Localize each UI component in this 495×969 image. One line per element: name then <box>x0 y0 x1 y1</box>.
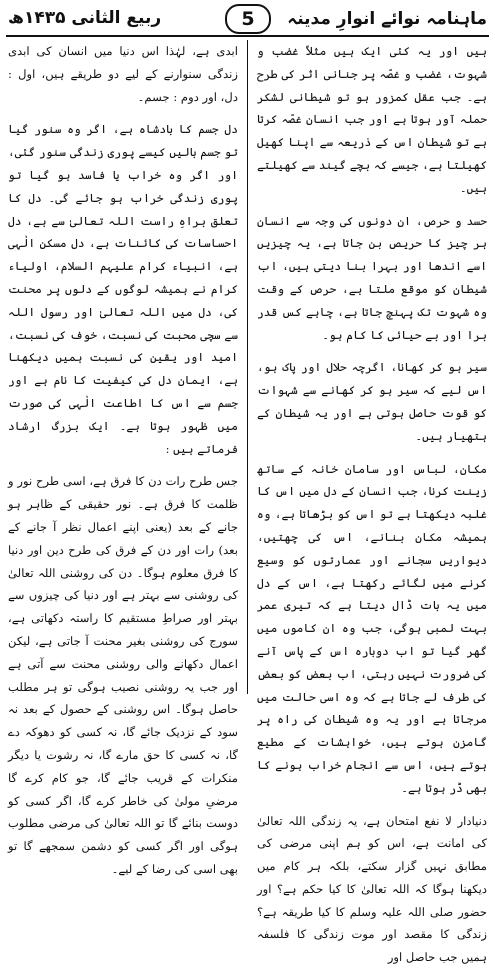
right-column <box>257 40 487 694</box>
paragraph: جس طرح رات دن کا فرق ہے، اسی طرح نور و ظلمت کا فرق ہے۔ نور حقیقی کے ظاہر ہو جانے کے بعد (یعنی اپنے اعمال نظر آ جانے کے بعد) رات اور دن کے فرق کی طرح دین اور دنیا کا فرق معلوم ہوگا۔ دن کی روشنی اللہ تعالیٰ کی روشنی سے بہتر ہے اور دنیا کی چیزوں سے بہتر اور صراطِ مستقیم کا راستہ دکھاتی ہے، سورج کی روشنی بغیر محنت آ جاتی ہے، لیکن اعمال دکھانے والی روشنی محنت سے آتی ہے اور جب یہ روشنی نصیب ہوگی تو ہر مطلب حاصل ہوگا۔ اس روشنی کے حصول کے بعد نہ سود کے نزدیک جائے گا، نہ کسی کو دھوکہ دے گا، نہ کسی کا حق مارے گا، نہ رشوت یا دیگر منکرات کے قریب جائے گا، جو کام کرے گا مرضیِ مولیٰ کی خاطر کرے گا، اگر کسی کو دوست بنائے گا تو اللہ تعالیٰ کی مرضی مطلوب ہوگی اور اگر کسی کو دشمن سمجھے گا تو بھی اسی کی رضا کے لیے۔ <box>8 470 238 880</box>
paragraph: ابدی ہے، لہٰذا اس دنیا میں انسان کی ابدی زندگی سنوارنے کے لیے دو طریقے ہیں، اول : دل، اور دوم : جسم۔ <box>8 40 238 108</box>
left-column <box>8 40 238 694</box>
paragraph: سیر ہو کر کھانا، اگرچہ حلال اور پاک ہو، اس لیے کہ سیر ہو کر کھانے سے شہوات کو قوت حاصل ہوتی ہے اور یہ شیطان کے ہتھیار ہیں۔ <box>257 356 487 447</box>
paragraph: مکان، لباس اور سامان خانہ کے ساتھ زینت کرنا، جب انسان کے دل میں اس کا غلبہ دیکھتا ہے تو اس کو بڑھاتا ہے، وہ ہمیشہ مکان بنانے، اس کی چھتیں، دیواریں سجانے اور عمارتوں کو وسیع کرنے میں لگائے رکھتا ہے، اس کے دل میں یہ بات ڈال دیتا ہے کہ تیری عمر بہت لمبی ہوگی، جب وہ ان کاموں میں گھر گیا تو اب دوبارہ اس کے پاس آنے کی ضرورت نہیں رہتی، اب بعض کو بعض کی طرف لے جاتا ہے کہ وہ اسی حالت میں مرجاتا ہے اور یہ وہ شیطان کی راہ پر گامزن ہوتے ہیں، خواہشات کے مطیع ہوتے ہیں، اس سے انجام خراب ہونے کا بھی ڈر ہوتا ہے۔ <box>257 458 487 800</box>
issue-date: ربیع الثانی ۱۴۳۵ھ <box>8 8 161 28</box>
page-number: 5 <box>225 4 271 34</box>
paragraph: دنیادار لا نفع امتحان ہے، یہ زندگی اللہ تعالیٰ کی امانت ہے، اس کو ہم اپنی مرضی کی مطابق نہیں گزار سکتے، بلکہ ہر کام میں دیکھنا ہوگا کہ اللہ تعالیٰ کا کیا حکم ہے؟ اور حضور صلی اللہ علیہ وسلم کا کیا طریقہ ہے؟ زندگی کا مقصد اور موت زندگی کا فلسفہ ہمیں جب حاصل اور <box>257 810 487 969</box>
paragraph: ہیں اور یہ کئی ایک ہیں مثلاً غضب و شہوت، غضب و غصّہ پر جنانی اثر کی طرح ہے۔ جب عقل کمزور ہو تو شیطانی لشکر حملہ آور ہوتا ہے اور جب انسان غصّہ کرتا ہے تو شیطان اس کے ذریعہ سے اپنا کھیل کھیلتا ہے، جیسے کہ بچے گیند سے کھیلتے ہیں۔ <box>257 40 487 200</box>
paragraph: دل جسم کا بادشاہ ہے، اگر وہ سنور گیا تو جسم بالیں کیسے پوری زندگی سنور گئی، اور اگر وہ خراب یا فاسد ہو گیا تو پوری زندگی خراب ہو جائے گی۔ دل کا تعلق براہِ راست اللہ تعالیٰ سے ہے، دل احساسات کی کائنات ہے، دل مسکن الٰہی ہے، انبیاء کرام علیہم السلام، اولیاء کرام نے ہمیشہ لوگوں کے دلوں پر محنت کی، دل میں اللہ تعالیٰ اور رسول اللہ سے سچی محبت کی نسبت، خوف کی نسبت، امید اور یقین کی نسبت ہمیں دیکھنا ہے، ایمان دل کی کیفیت کا نام ہے اور جسم سے اس کا اطاعت الٰہی کی صورت میں ظہور ہوتا ہے۔ ایک بزرگ ارشاد فرماتے ہیں : <box>8 118 238 460</box>
header-rule <box>6 35 489 37</box>
magazine-title: ماہنامہ نوائے انوارِ مدینہ <box>287 8 487 29</box>
page-header <box>0 0 495 36</box>
column-divider <box>247 40 248 694</box>
paragraph: حسد و حرص، ان دونوں کی وجہ سے انسان ہر چیز کا حریص بن جاتا ہے، یہ چیزیں اسے اندھا اور بہرا بنا دیتی ہیں، اب شیطان کو موقع ملتا ہے، حرص کے وقت وہ شہوت تک پہنچ جاتا ہے، چاہے کس قدر برا اور بے حیائی کا کام ہو۔ <box>257 210 487 347</box>
